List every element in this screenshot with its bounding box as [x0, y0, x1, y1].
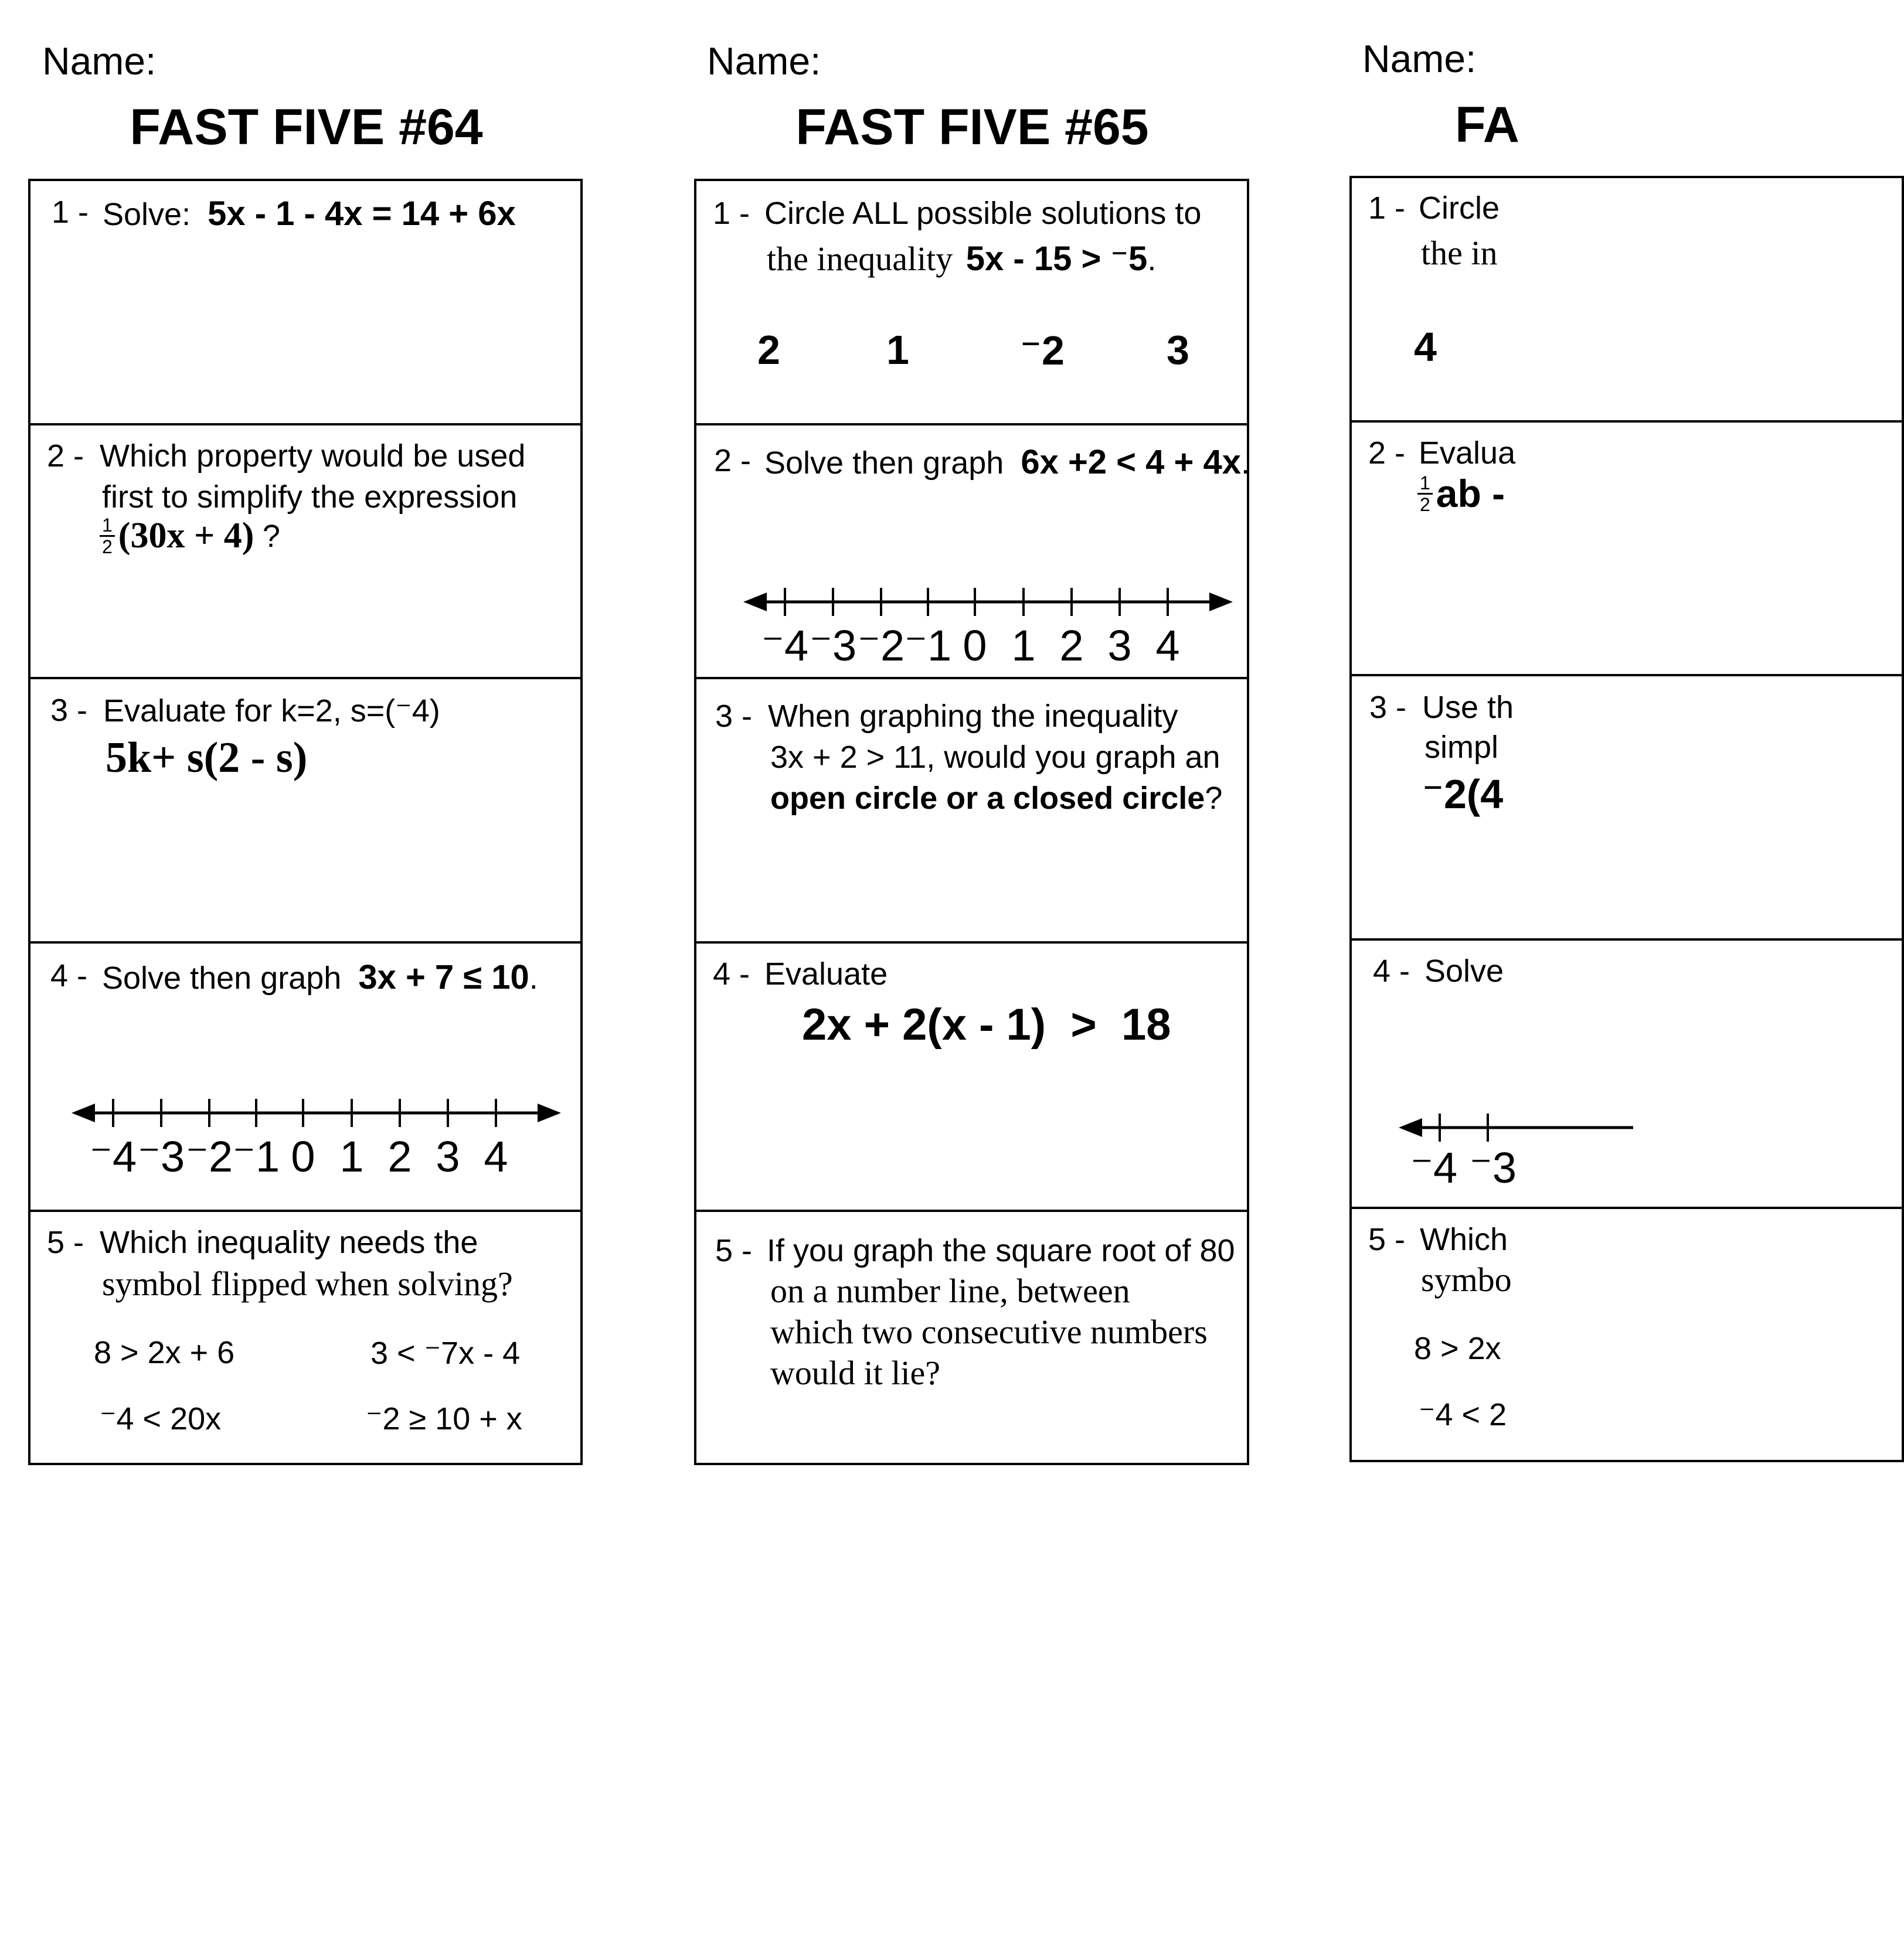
question-4-text: [102, 958, 538, 997]
expression: (30x + 4): [118, 516, 254, 556]
question-divider: [1352, 420, 1902, 423]
name-label: Name:: [1362, 37, 1477, 80]
question-1-line-1: Circle ALL possible solutions to: [764, 196, 1202, 231]
question-divider: [696, 1210, 1247, 1212]
question-divider: [696, 423, 1247, 425]
question-number: 1 -: [1368, 190, 1406, 226]
question-4-expression: 3x + 7 ≤ 10: [358, 958, 529, 996]
question-number: 2 -: [1368, 435, 1406, 471]
left-arrow-icon: [1399, 1118, 1422, 1137]
tick-label: ⁻2: [185, 1132, 233, 1181]
tick-label: 3: [436, 1132, 460, 1181]
question-divider: [1352, 938, 1902, 941]
fraction-numerator: 1: [100, 515, 115, 537]
question-2-text: [764, 442, 1250, 482]
number-line: [1399, 1104, 1633, 1198]
number-line: [743, 567, 1247, 684]
tick-label: ⁻3: [809, 621, 857, 670]
question-number: 4 -: [1373, 954, 1410, 989]
left-arrow-icon: [743, 593, 767, 611]
question-number: 3 -: [50, 693, 88, 728]
question-divider: [30, 941, 580, 944]
question-number: 2 -: [714, 443, 752, 478]
right-arrow-icon: [1209, 593, 1233, 611]
question-1-line-2: the in: [1421, 234, 1498, 272]
fraction: [100, 515, 115, 557]
question-1-text: [103, 194, 516, 233]
tick-label: 2: [387, 1132, 412, 1181]
worksheet-title: FAST FIVE #64: [130, 99, 483, 155]
choice[interactable]: ⁻2: [1020, 328, 1065, 373]
question-3-expression: ⁻2(4: [1422, 771, 1504, 817]
question-divider: [30, 677, 580, 679]
question-1-line-1: Circle: [1419, 190, 1500, 226]
fraction-numerator: 1: [1417, 473, 1433, 495]
tick-label: 0: [291, 1132, 315, 1181]
answer-option: 3 < ⁻7x - 4: [370, 1336, 521, 1371]
question-1-prompt: the inequality: [767, 240, 953, 278]
tick-label: 4: [484, 1132, 508, 1181]
question-number: 4 -: [50, 958, 88, 993]
tick-label: 2: [1059, 621, 1084, 670]
question-divider: [30, 1210, 580, 1212]
answer-option: ⁻4 < 2: [1419, 1397, 1507, 1432]
question-1-prompt: Solve:: [103, 197, 191, 232]
question-5-line-2: on a number line, between: [770, 1272, 1130, 1310]
tick-label: 1: [1011, 621, 1036, 670]
tick-label: ⁻4: [89, 1132, 137, 1181]
question-number: 1 -: [713, 196, 750, 231]
tick-label: ⁻4 ⁻3: [1410, 1143, 1517, 1192]
left-arrow-icon: [72, 1104, 95, 1122]
tick-label: ⁻1: [232, 1132, 280, 1181]
choice[interactable]: 3: [1167, 327, 1189, 373]
question-5-line-4: would it lie?: [770, 1354, 940, 1392]
question-box: [694, 179, 1249, 1465]
question-2-prompt: Solve then graph: [764, 445, 1004, 481]
choice[interactable]: 2: [757, 327, 780, 373]
question-4-text: Evaluate: [764, 956, 888, 992]
question-2-text: Evalua: [1419, 435, 1516, 471]
tick-label: ⁻2: [857, 621, 905, 670]
answer-option: ⁻2 ≥ 10 + x: [366, 1401, 522, 1436]
answer-option: ⁻4 < 20x: [100, 1401, 222, 1436]
question-5-line-1: Which: [1420, 1222, 1508, 1257]
question-4-text: Solve: [1424, 954, 1504, 989]
question-box: [28, 179, 583, 1465]
question-divider: [30, 423, 580, 425]
question-5-line-2: symbol flipped when solving?: [102, 1265, 513, 1303]
tick-label: ⁻4: [761, 621, 809, 670]
question-4-prompt: Solve then graph: [102, 961, 342, 996]
expression: ab -: [1436, 472, 1505, 515]
question-2-expression: [100, 515, 280, 557]
question-3-text: Evaluate for k=2, s=(⁻4): [103, 693, 440, 728]
question-divider: [1352, 674, 1902, 676]
question-number: 1 -: [52, 195, 89, 230]
name-label: Name:: [707, 39, 821, 83]
period: .: [1147, 242, 1157, 277]
question-5-line-3: which two consecutive numbers: [770, 1313, 1208, 1351]
choice[interactable]: 4: [1414, 324, 1437, 370]
question-number: 3 -: [715, 699, 753, 734]
tick-label: 3: [1107, 621, 1132, 670]
question-3-line-3: [770, 780, 1222, 816]
question-2-line-2: first to simplify the expression: [102, 479, 518, 515]
choice[interactable]: 1: [886, 327, 909, 373]
question-mark: ?: [262, 518, 280, 554]
question-number: 4 -: [713, 956, 750, 992]
question-1-line-2: [767, 239, 1156, 278]
question-number: 3 -: [1369, 690, 1407, 725]
period: .: [529, 961, 538, 996]
question-divider: [696, 941, 1247, 944]
question-3-line-1: When graphing the inequality: [768, 699, 1178, 734]
question-number: 5 -: [1368, 1222, 1406, 1257]
question-number: 5 -: [47, 1225, 84, 1260]
question-4-expression: 2x + 2(x - 1) > 18: [802, 1000, 1171, 1050]
question-mark: ?: [1205, 781, 1223, 816]
question-divider: [696, 677, 1247, 679]
tick-label: ⁻3: [137, 1132, 185, 1181]
question-number: 2 -: [47, 438, 84, 474]
question-1-expression: 5x - 1 - 4x = 14 + 6x: [208, 195, 516, 233]
question-5-line-1: Which inequality needs the: [100, 1225, 478, 1260]
period: .: [1241, 445, 1250, 481]
question-3-line-2: simpl: [1424, 730, 1499, 765]
emphasis-text: open circle or a closed circle: [770, 781, 1205, 816]
question-2-expression: 6x +2 < 4 + 4x: [1021, 443, 1242, 481]
tick-label: 4: [1155, 621, 1180, 670]
answer-option: 8 > 2x: [1414, 1331, 1501, 1366]
question-1-expression: 5x - 15 > ⁻5: [965, 240, 1148, 278]
partial-worksheet-clip: [1349, 0, 1519, 1524]
question-5-line-2: symbo: [1421, 1261, 1512, 1299]
question-number: 5 -: [715, 1233, 753, 1268]
question-3-line-2: 3x + 2 > 11, would you graph an: [770, 740, 1220, 775]
right-arrow-icon: [538, 1104, 561, 1122]
question-2-line-1: Which property would be used: [100, 438, 526, 474]
question-5-line-1: If you graph the square root of 80: [767, 1233, 1235, 1268]
question-divider: [1352, 1207, 1902, 1209]
tick-label: 1: [339, 1132, 364, 1181]
tick-label: ⁻1: [904, 621, 952, 670]
fraction: [1417, 473, 1433, 515]
number-line: [72, 1078, 576, 1195]
answer-option: 8 > 2x + 6: [94, 1335, 235, 1370]
fraction-denominator: 2: [102, 536, 113, 557]
fraction-denominator: 2: [1420, 493, 1430, 515]
worksheet-title: FAST FIVE #65: [795, 99, 1149, 155]
tick-label: 0: [963, 621, 987, 670]
question-box: [1349, 176, 1904, 1462]
question-3-expression: 5k+ s(2 - s): [106, 734, 308, 782]
worksheet-title: FA: [1455, 97, 1519, 153]
question-3-line-1: Use th: [1422, 690, 1514, 725]
question-2-expression: [1417, 471, 1505, 516]
name-label: Name:: [42, 39, 157, 83]
